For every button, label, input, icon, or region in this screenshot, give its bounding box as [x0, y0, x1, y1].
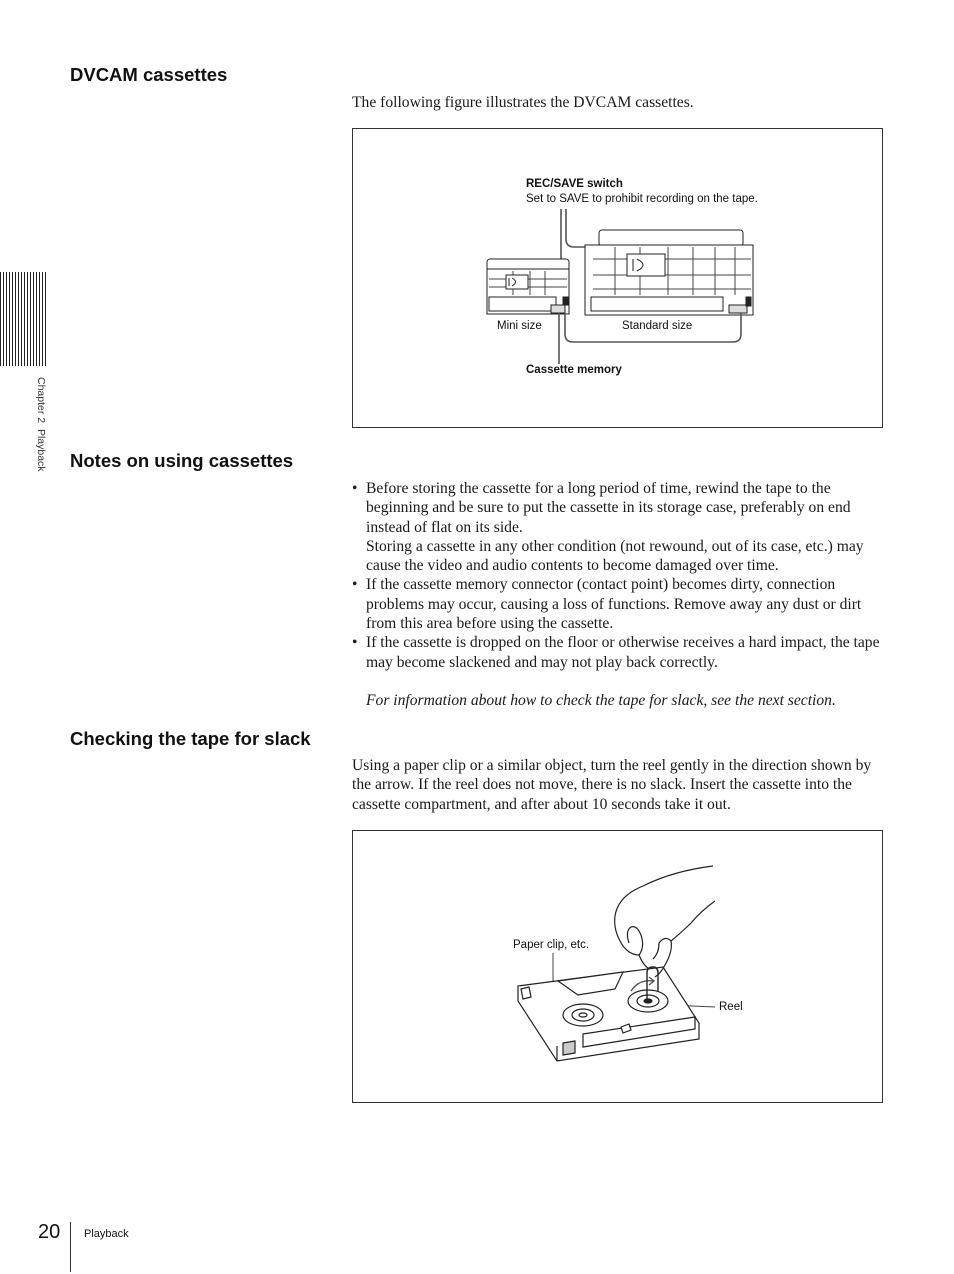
rec-save-switch-label: REC/SAVE switch — [526, 178, 623, 190]
list-item — [352, 479, 886, 575]
dvcam-cassettes-figure — [352, 128, 883, 428]
reel-label: Reel — [719, 1001, 743, 1013]
heading-dvcam-cassettes: DVCAM cassettes — [70, 64, 228, 85]
hand-outline — [615, 866, 715, 977]
paper-clip-label: Paper clip, etc. — [513, 939, 590, 951]
dvcam-intro: The following figure illustrates the DVCAM cassettes. — [352, 94, 694, 111]
page-number: 20 — [38, 1221, 61, 1243]
notes-body — [352, 479, 886, 710]
chapter-thumb-tab — [0, 272, 47, 366]
slack-check-illustration — [353, 831, 884, 1104]
note-text: Before storing the cassette for a long period of time, rewind the tape to the beginning and be sure to put the cassette in its storage case, preferably on end instead of flat on its side. — [366, 480, 851, 536]
slack-check-figure — [352, 830, 883, 1103]
notes-list — [352, 479, 886, 672]
rec-save-switch-desc: Set to SAVE to prohibit recording on the tape. — [526, 193, 758, 205]
heading-notes-cassettes: Notes on using cassettes — [70, 450, 294, 471]
standard-size-label: Standard size — [622, 320, 693, 332]
note-extra: Storing a cassette in any other condition (not rewound, out of its case, etc.) may cause the video and audio contents to become damaged over time. — [366, 537, 864, 575]
footer-divider — [70, 1222, 71, 1272]
dvcam-cassettes-illustration — [353, 129, 884, 429]
standard-cassette — [585, 230, 753, 315]
cassette-memory-label: Cassette memory — [526, 364, 622, 376]
note-text: If the cassette is dropped on the floor or otherwise receives a hard impact, the tape may become slackened and may not play back correctly. — [366, 634, 880, 671]
slack-body: Using a paper clip or a similar object, turn the reel gently in the direction shown by the arrow. If the reel does not move, there is no slack. Insert the cassette into the cassette compartment, and after about 10 seconds take it out. — [352, 757, 872, 813]
mini-size-label: Mini size — [497, 320, 542, 332]
mini-cassette — [487, 259, 569, 314]
list-item — [352, 633, 886, 672]
slack-reference-note: For information about how to check the tape for slack, see the next section. — [366, 691, 836, 709]
footer-section-name: Playback — [84, 1228, 129, 1240]
chapter-side-label: Chapter 2 Playback — [35, 377, 47, 472]
list-item — [352, 575, 886, 633]
note-text: If the cassette memory connector (contact point) becomes dirty, connection problems may occur, causing a loss of functions. Remove away any dust or dirt from this area before using the cassette. — [366, 576, 862, 633]
cassette-perspective — [518, 967, 699, 1061]
heading-checking-slack: Checking the tape for slack — [70, 728, 311, 749]
